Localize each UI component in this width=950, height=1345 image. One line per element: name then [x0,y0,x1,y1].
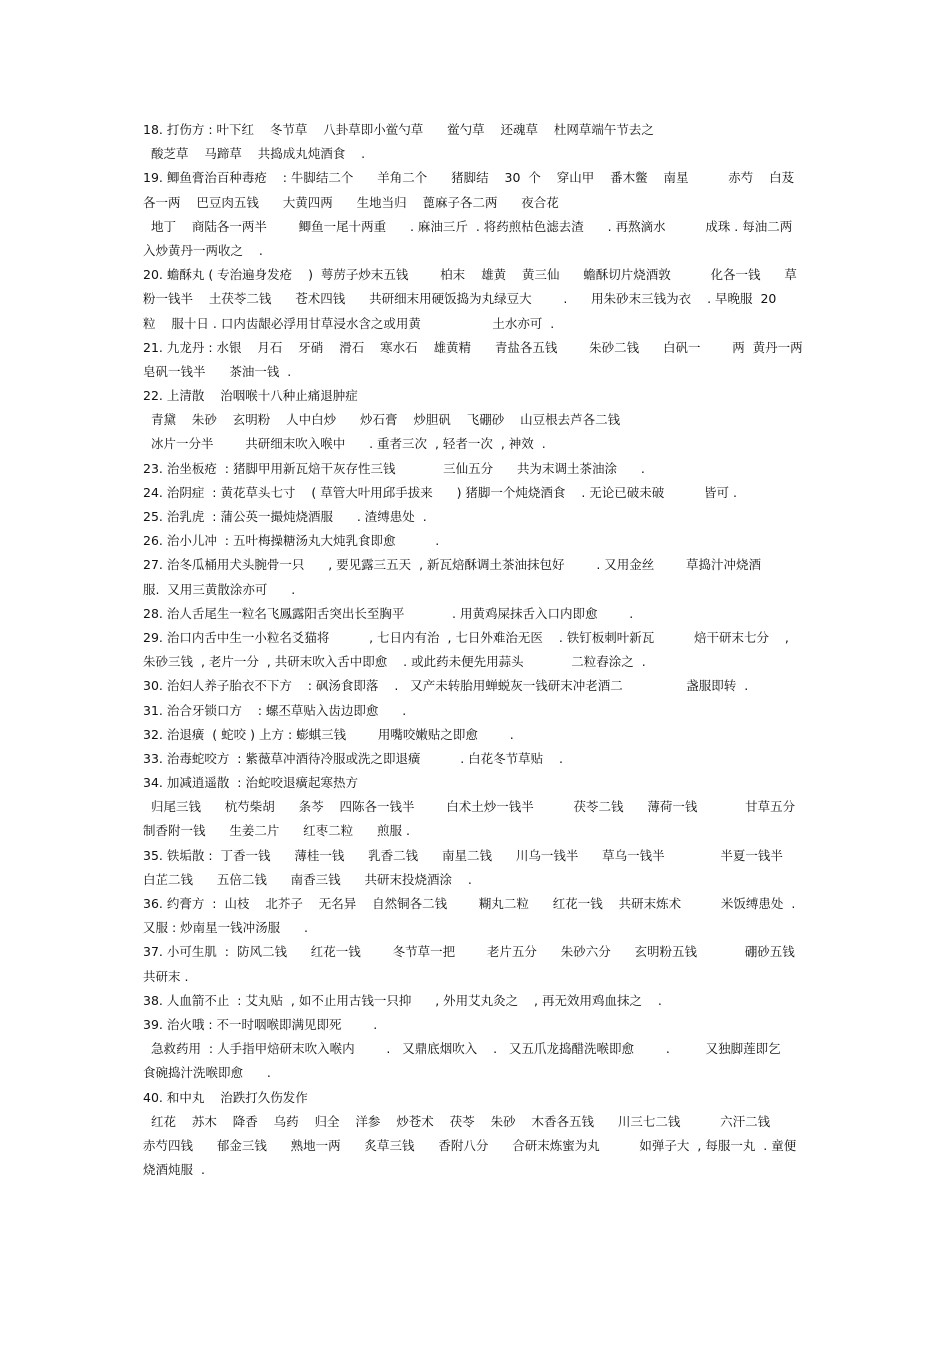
text-line: 27. 治冬瓜桶用犬头腕骨一只 , 要见露三五天 , 新瓦焙酥调土茶油抹包好 . 又用金丝 草捣汁冲烧酒 [143,557,762,573]
text-line: 地丁 商陆各一两半 鲫鱼一尾十两重 . 麻油三斤 . 将药煎枯色滤去渣 . 再熬滴水 成珠 . 每油二两 [143,218,793,234]
text-line: 37. 小可生肌 : 防风二钱 红花一钱 冬节草一把 老片五分 朱砂六分 玄明粉五钱 硼砂五钱 [143,944,795,960]
text-line: 22. 上清散 治咽喉十八种止痛退肿症 [143,388,358,404]
text-line: 服. 又用三黄散涂亦可 . [143,581,296,597]
text-line: 粒 服十日 . 口内齿龈必浮用甘草浸水含之或用黄 土水亦可 . [143,315,555,331]
text-line: 19. 鲫鱼膏治百种毒疮 : 牛脚结二个 羊角二个 猪脚结 30 个 穿山甲 番木鳖 南星 赤芍 白芨 [143,170,795,186]
text-line: 31. 治合牙锁口方 : 螺丕草贴入齿边即愈 . [143,702,407,718]
text-line: 皂矾一钱半 茶油一钱 . [143,363,292,379]
text-line: 40. 和中丸 治跌打久伤发作 [143,1089,308,1105]
text-line: 38. 人血箭不止 : 艾丸贴 , 如不止用古钱一只抑 , 外用艾丸灸之 , 再无效用鸡血抹之 . [143,992,662,1008]
text-line: 26. 治小儿冲 : 五叶梅操糖汤丸大炖乳食即愈 . [143,533,440,549]
text-line: 归尾三钱 杭芍柴胡 条芩 四陈各一钱半 白术土炒一钱半 茯苓二钱 薄荷一钱 甘草五分 [143,799,796,815]
text-line: 35. 铁垢散 : 丁香一钱 薄桂一钱 乳香二钱 南星二钱 川乌一钱半 草乌一钱半 半夏一钱半 [143,847,783,863]
text-line: 32. 治退癀 ( 蛇咬 ) 上方 : 蟛蜞三钱 用嘴咬嫩贴之即愈 . [143,726,514,742]
text-line: 制香附一钱 生姜二片 红枣二粒 煎服 . [143,823,410,839]
text-line: 39. 治火哦 : 不一时咽喉即满见即死 . [143,1016,378,1032]
text-line: 21. 九龙丹 : 水银 月石 牙硝 滑石 寒水石 雄黄精 青盐各五钱 朱砂二钱 白矾一 两 黄丹一两 [143,339,803,355]
text-line: 28. 治人舌尾生一粒名飞鳳露阳舌突出长至胸平 . 用黄鸡屎抹舌入口内即愈 . [143,605,634,621]
document-page [143,118,813,1182]
text-line: 冰片一分半 共研细末吹入喉中 . 重者三次 , 轻者一次 , 神效 . [143,436,546,452]
text-line: 25. 治乳虎 : 蒲公英一撮炖烧酒服 . 渣缚患处 . [143,509,427,524]
text-line: 共研末 . [143,968,189,984]
text-line: 各一两 巴豆肉五钱 大黄四两 生地当归 蓖麻子各二两 夜合花 [143,194,559,210]
text-line: 白芷二钱 五倍二钱 南香三钱 共研末投烧酒涂 . [143,871,472,887]
text-line: 18. 打伤方 : 叶下红 冬节草 八卦草即小鲎勺草 鲎勺草 还魂草 杜网草端午节去之 [143,122,654,137]
text-line: 23. 治坐板疮 : 猪脚甲用新瓦焙干灰存性三钱 三仙五分 共为末调土茶油涂 . [143,460,645,476]
text-line: 又服 : 炒南星一钱冲汤服 . [143,920,308,936]
text-line: 赤芍四钱 郁金三钱 熟地一两 炙草三钱 香附八分 合研末炼蜜为丸 如弹子大 , 每服一丸 . 童便 [143,1137,797,1153]
text-line: 20. 蟾酥丸 ( 专治遍身发疮 ) 萼苈子炒末五钱 柏末 雄黄 黄三仙 蟾酥切片烧酒敦 化各一钱 草 [143,267,797,283]
text-line: 24. 治阴症 : 黄花草头七寸 ( 草管大叶用邱手拔来 ) 猪脚一个炖烧酒食 . 无论已破未破 皆可 . [143,484,737,500]
text-line: 食碗捣汁洗喉即愈 . [143,1065,271,1081]
text-line: 36. 约膏方 : 山枝 北芥子 无名异 自然铜各二钱 糊丸二粒 红花一钱 共研末炼术 米饭缚患处 . [143,896,796,911]
text-line: 红花 苏木 降香 乌药 归全 洋参 炒苍术 茯苓 朱砂 木香各五钱 川三七二钱 六汗二钱 [143,1113,771,1129]
text-line: 青黛 朱砂 玄明粉 人中白炒 炒石膏 炒胆矾 飞硼砂 山豆根去芦各二钱 [143,412,621,428]
text-line: 34. 加减逍遥散 : 治蛇咬退癀起寒热方 [143,775,358,791]
text-line: 33. 治毒蛇咬方 : 紫薇草冲酒待冷服或洗之即退癀 . 白花冬节草贴 . [143,750,564,766]
text-line: 急救药用 : 人手指甲焙研末吹入喉内 . 又鼎底烟吹入 . 又五爪龙捣醋洗喉即愈 . 又独脚莲即乞 [143,1041,781,1057]
text-line: 烧酒炖服 . [143,1162,205,1178]
text-line: 酸芝草 马蹄草 共捣成丸炖酒食 . [143,146,366,162]
text-line: 29. 治口内舌中生一小粒名爻猫将 , 七日内有治 , 七日外难治无医 . 铁钉板刺叶新瓦 焙干研末七分 , [143,629,789,645]
text-line: 入炒黄丹一两收之 . [143,242,263,258]
text-line: 30. 治妇人养子胎衣不下方 : 砜汤食即落 . 又产未转胎用蝉蜕灰一钱研末冲老酒二 盏服即转 . [143,678,749,694]
text-line: 朱砂三钱 , 老片一分 , 共研末吹入舌中即愈 . 或此药未便先用蒜头 二粒舂涂之 . [143,654,646,670]
text-line: 粉一钱半 土茯苓二钱 苍术四钱 共研细末用硬饭捣为丸绿豆大 . 用朱砂末三钱为衣 . 早晚服 20 [143,291,777,307]
